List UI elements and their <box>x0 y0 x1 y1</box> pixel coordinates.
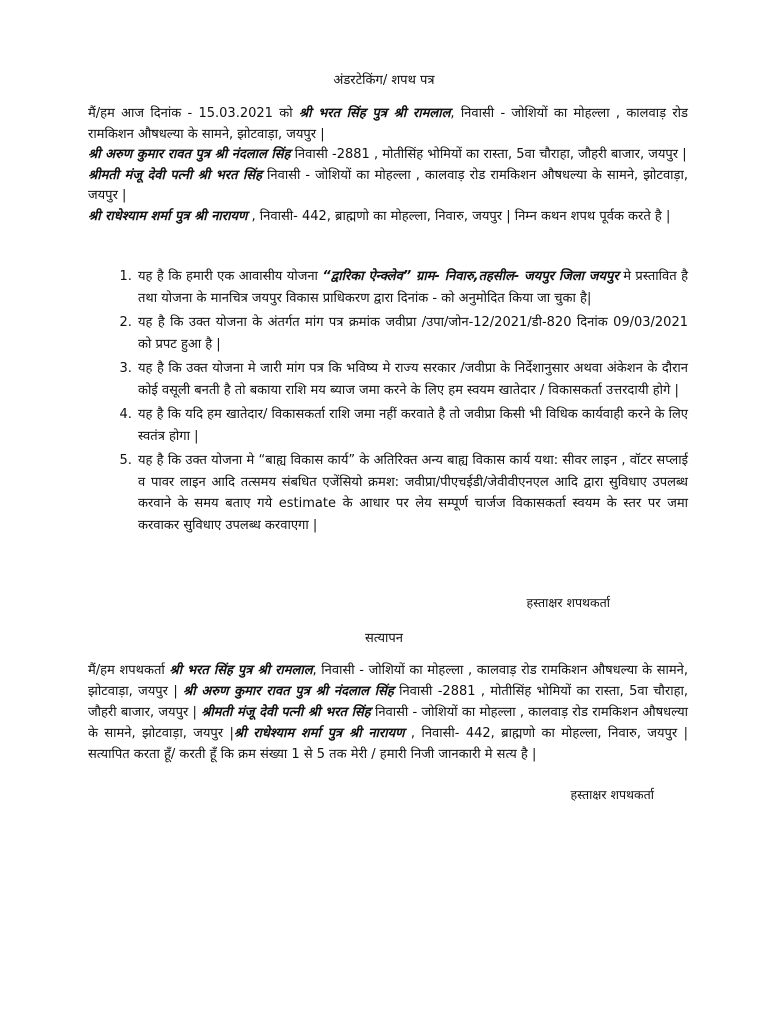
intro-text: निवासी -2881 , मोतीसिंह भोमियों का रास्ता, 5वा चौराहा, जौहरी बाजार, जयपुर | <box>290 147 687 162</box>
undertaking-points <box>88 266 688 539</box>
party-name: श्री भरत सिंह पुत्र श्री रामलाल <box>169 663 313 678</box>
verification-text: निवासी -2881 , मोतीसिंह भोमियों का रास्ता, 5वा चौराहा, जौहरी बाजार, जयपुर | <box>88 684 688 720</box>
verification-text: निवासी - जोशियों का मोहल्ला , कालवाड़ रोड रामकिशन औषधल्या के सामने, झोटवाड़ा, जयपुर | <box>88 705 688 741</box>
intro-party-3 <box>88 166 688 207</box>
verification-text: मैं/हम शपथकर्ता <box>88 663 170 678</box>
document-title: अंडरटेकिंग/ शपथ पत्र <box>333 73 435 88</box>
party-name: श्री राधेश्याम शर्मा पुत्र श्री नारायण <box>88 208 248 224</box>
intro-text: , निवासी- 442, ब्राह्मणो का मोहल्ला, निवारु, जयपुर | निम्न कथन शपथ पूर्वक करते है | <box>247 208 671 224</box>
verification-text: , निवासी- 442, ब्राह्मणो का मोहल्ला, निवारु, जयपुर | सत्यापित करता हूँ/ करती हूँ कि क्रम संख्या 1 से 5 तक मेरी / हमारी निजी जानकारी मे सत्य है | <box>88 726 689 762</box>
point-item: 3. यह है कि उक्त योजना मे जारी मांग पत्र कि भविष्य मे राज्य सरकार /जवीप्रा के निर्देशानुसार अथवा अंकेशन के दौरान कोई वसूली बनती है तो बकाया राशि मय ब्याज जमा करने के लिए हम स्वयम खातेदार / विकासकर्ता उत्तरदायी होगे | <box>136 358 688 401</box>
party-name: श्री राधेश्याम शर्मा पुत्र श्री नारायण <box>233 726 405 741</box>
verification-title: सत्यापन <box>364 631 404 646</box>
scheme-name: “द्वारिका ऐन्क्लेव” ग्राम- निवारु,तहसील- जयपुर जिला जयपुर <box>322 269 619 284</box>
party-name: श्री भरत सिंह पुत्र श्री रामलाल <box>298 106 451 121</box>
signature-line: हस्ताक्षर शपथकर्ता <box>570 787 654 802</box>
point-item <box>136 266 688 309</box>
point-text: मे प्रस्तावित है तथा योजना के मानचित्र जयपुर विकास प्राधिकरण द्वारा दिनांक - को अनुमोदित किया जा चुका है| <box>138 269 688 306</box>
point-item: 2. यह है कि उक्त योजना के अंतर्गत मांग पत्र क्रमांक जवीप्रा /उपा/जोन-12/2021/डी-820 दिनांक 09/03/2021 को प्रपट हुआ है | <box>136 312 688 355</box>
intro-party-4 <box>88 207 688 228</box>
verification-section <box>88 660 688 765</box>
signature-line: हस्ताक्षर शपथकर्ता <box>526 595 610 610</box>
party-name: श्रीमती मंजू देवी पत्नी श्री भरत सिंह <box>201 705 371 720</box>
intro-text: , निवासी - जोशियों का मोहल्ला , कालवाड़ रोड रामकिशन औषधल्या के सामने, झोटवाड़ा, जयपुर | <box>88 106 688 142</box>
party-name: श्री अरुण कुमार रावत पुत्र श्री नंदलाल सिंह <box>183 684 394 699</box>
intro-text: निवासी - जोशियों का मोहल्ला , कालवाड़ रोड रामकिशन औषधल्या के सामने, झोटवाड़ा, जयपुर | <box>88 167 688 203</box>
intro-party-2 <box>88 145 688 166</box>
verification-text: , निवासी - जोशियों का मोहल्ला , कालवाड़ रोड रामकिशन औषधल्या के सामने, झोटवाड़ा, जयपुर | <box>88 663 689 699</box>
intro-section <box>88 104 688 227</box>
point-item: 4. यह है कि यदि हम खातेदार/ विकासकर्ता राशि जमा नहीं करवाते है तो जवीप्रा किसी भी विधिक कार्यवाही करने के लिए स्वतंत्र होगा | <box>136 404 688 447</box>
intro-party-1 <box>88 104 688 145</box>
party-name: श्री अरुण कुमार रावत पुत्र श्री नंदलाल सिंह <box>88 147 291 162</box>
party-name: श्रीमती मंजू देवी पत्नी श्री भरत सिंह <box>88 167 263 183</box>
point-item: 5. यह है कि उक्त योजना मे “बाह्य विकास कार्य” के अतिरिक्त अन्य बाह्य विकास कार्य यथा: सीवर लाइन , वॉटर सप्लाई व पावर लाइन आदि तत्समय संबधित एजेंसियो क्रमश: जवीप्रा/पीएचईडी/जेवीवीएनएल आदि द्वारा सुविधाए उपलब्ध करवाने के समय बताए गये estimate के आधार पर लेय सम्पूर्ण चार्जज विकासकर्ता स्वयम के स्तर पर जमा करवाकर सुविधाए उपलब्ध करवाएगा | <box>136 450 688 536</box>
point-text: यह है कि हमारी एक आवासीय योजना <box>138 269 323 284</box>
intro-text: मैं/हम आज दिनांक - 15.03.2021 को <box>88 106 299 121</box>
